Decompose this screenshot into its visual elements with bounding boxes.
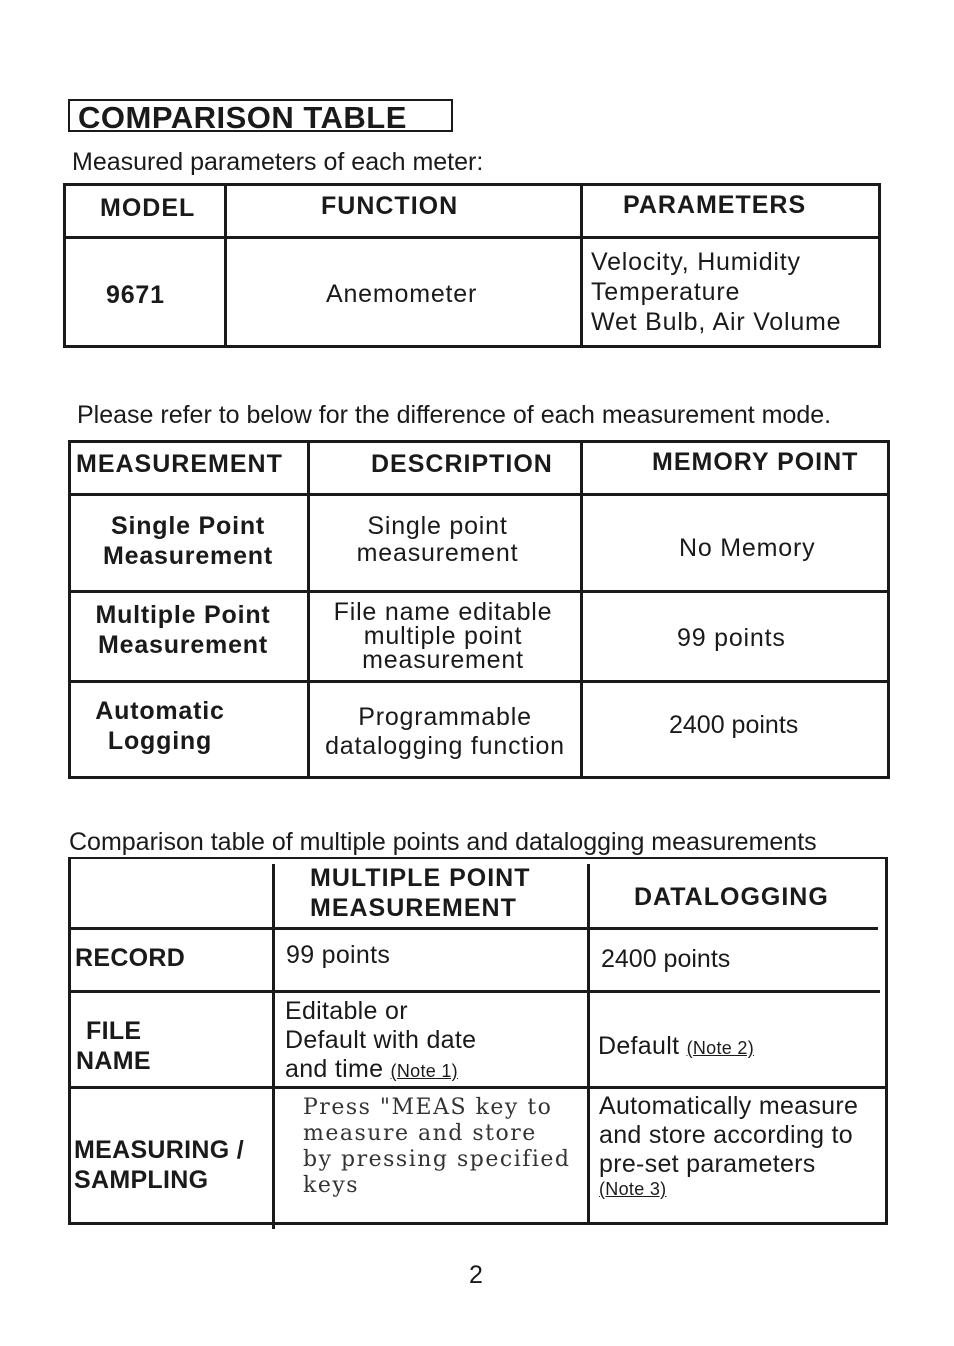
header-memory-point: MEMORY POINT [652, 448, 859, 476]
model-value: 9671 [106, 281, 165, 309]
mode-automatic-logging: Automatic Logging [95, 697, 225, 755]
header-datalogging: DATALOGGING [634, 883, 829, 911]
row-label-record: RECORD [75, 944, 186, 972]
description-automatic-logging: Programmable datalogging function [325, 703, 565, 760]
measuring-datalogging: Automatically measure and store according to pre-set parameters (Note 3) [599, 1092, 859, 1199]
description-multiple-point: File name editable multiple point measurement [333, 598, 553, 674]
note-1-link: (Note 1) [390, 1061, 458, 1081]
note-2-link: (Note 2) [686, 1038, 754, 1058]
table1-caption: Measured parameters of each meter: [72, 148, 484, 176]
record-datalogging: 2400 points [601, 945, 731, 973]
page-number: 2 [469, 1261, 483, 1289]
row-label-measuring-sampling: MEASURING / SAMPLING [74, 1136, 244, 1194]
table2-caption: Please refer to below for the difference of each measurement mode. [77, 401, 832, 429]
filename-multiple: Editable or Default with date and time (Note 1) [285, 997, 477, 1083]
memory-single-point: No Memory [679, 534, 816, 562]
header-multiple-point: MULTIPLE POINT MEASUREMENT [310, 864, 531, 922]
row-label-file-name: FILE NAME [76, 1017, 151, 1075]
parameters-value: Velocity, Humidity Temperature Wet Bulb, Air Volume [591, 248, 842, 336]
filename-datalogging: Default (Note 2) [598, 1032, 754, 1060]
mode-multiple-point: Multiple Point Measurement [95, 601, 271, 659]
header-parameters: PARAMETERS [623, 191, 807, 219]
table3-caption: Comparison table of multiple points and datalogging measurements [69, 828, 817, 856]
header-measurement: MEASUREMENT [76, 450, 283, 478]
header-function: FUNCTION [321, 192, 459, 220]
note-3-link: (Note 3) [599, 1179, 667, 1199]
header-model: MODEL [100, 194, 196, 222]
mode-single-point: Single Point Measurement [103, 512, 273, 570]
page-title: COMPARISON TABLE [68, 99, 453, 132]
record-multiple: 99 points [286, 941, 391, 969]
function-value: Anemometer [326, 280, 478, 308]
memory-automatic-logging: 2400 points [669, 711, 799, 739]
measuring-multiple: Press "MEAS key to measure and store by pressing specified keys [303, 1095, 571, 1198]
description-single-point: Single point measurement [356, 512, 519, 567]
header-description: DESCRIPTION [371, 450, 553, 478]
memory-multiple-point: 99 points [677, 624, 786, 652]
